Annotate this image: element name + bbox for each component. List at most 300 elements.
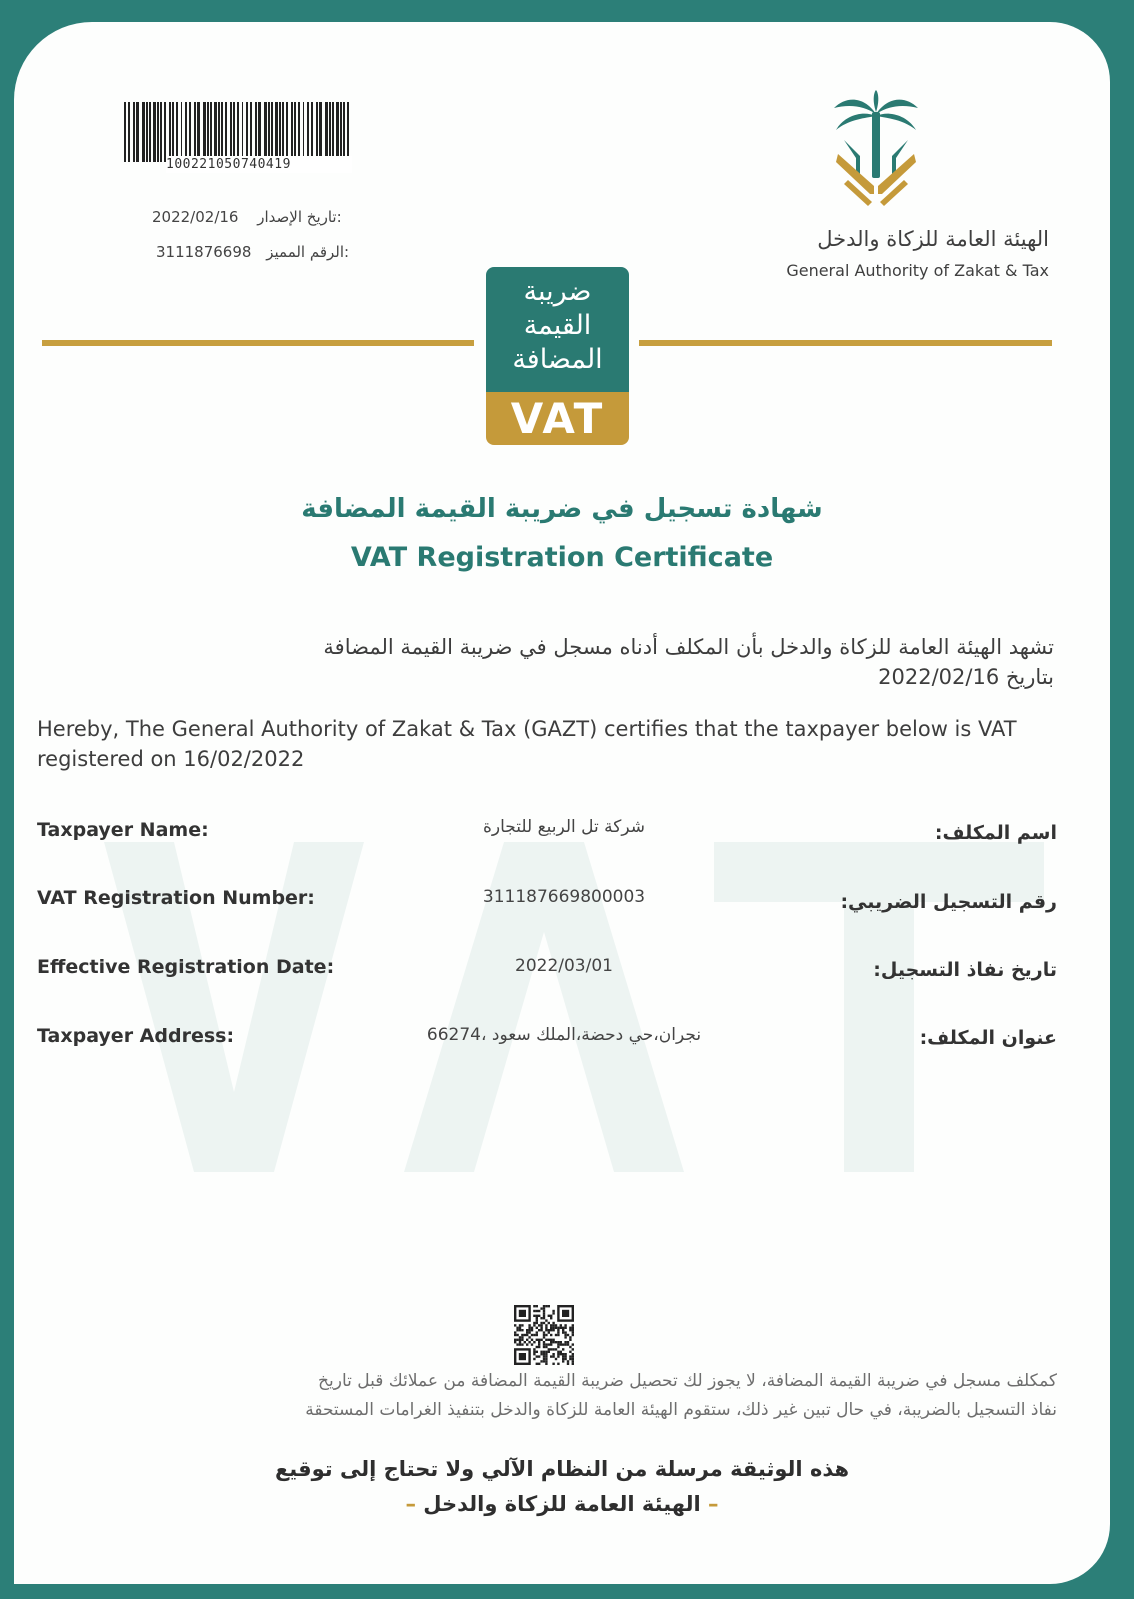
taxpayer-name-label-ar: اسم المكلف: <box>934 822 1057 844</box>
qr-finder-core <box>519 1310 526 1317</box>
palm-swords-logo-icon <box>826 90 926 208</box>
qr-module <box>552 1329 554 1331</box>
qr-module <box>567 1343 569 1345</box>
barcode-bar <box>194 102 196 162</box>
qr-module <box>572 1353 574 1355</box>
qr-module <box>536 1322 538 1324</box>
qr-module <box>519 1329 521 1331</box>
qr-module <box>540 1317 542 1319</box>
qr-module <box>552 1348 554 1350</box>
barcode-bar <box>128 102 130 162</box>
qr-module <box>557 1343 559 1345</box>
qr-module <box>557 1334 559 1336</box>
taxpayer-name-label-en: Taxpayer Name: <box>37 819 209 841</box>
qr-module <box>557 1331 559 1333</box>
barcode-bar <box>221 102 223 162</box>
qr-module <box>528 1329 530 1331</box>
qr-module <box>560 1353 562 1355</box>
qr-module <box>564 1355 566 1357</box>
qr-module <box>540 1324 542 1326</box>
qr-module <box>572 1329 574 1331</box>
qr-module <box>533 1334 535 1336</box>
barcode-bar <box>298 102 300 162</box>
barcode-bar <box>164 102 166 162</box>
effective-date-label-ar: تاريخ نفاذ التسجيل: <box>873 959 1057 981</box>
qr-module <box>543 1322 545 1324</box>
qr-module <box>572 1363 574 1365</box>
vat-badge-label: VAT <box>486 392 629 445</box>
qr-module <box>543 1317 545 1319</box>
barcode-bar <box>258 102 261 162</box>
qr-module <box>528 1331 530 1333</box>
barcode-bar <box>181 102 182 162</box>
barcode-bar <box>242 102 243 162</box>
effective-date-label-en: Effective Registration Date: <box>37 956 335 978</box>
qr-module <box>536 1310 538 1312</box>
qr-module <box>516 1334 518 1336</box>
qr-module <box>545 1329 547 1331</box>
barcode-bar <box>176 102 178 162</box>
barcode-bar <box>230 102 232 162</box>
qr-module <box>557 1355 559 1357</box>
qr-module <box>560 1327 562 1329</box>
qr-module <box>526 1343 528 1345</box>
qr-module <box>526 1331 528 1333</box>
qr-module <box>540 1329 542 1331</box>
qr-module <box>557 1363 559 1365</box>
qr-module <box>545 1353 547 1355</box>
qr-module <box>514 1339 516 1341</box>
authority-name-en: General Authority of Zakat & Tax <box>786 261 1049 280</box>
auto-generated-note: هذه الوثيقة مرسلة من النظام الآلي ولا تحتاج إلى توقيع <box>274 1457 850 1481</box>
qr-module <box>552 1310 554 1312</box>
vat-number-value: 311187669800003 <box>482 887 646 907</box>
qr-module <box>562 1353 564 1355</box>
qr-module <box>536 1346 538 1348</box>
qr-module <box>564 1334 566 1336</box>
qr-module <box>543 1310 545 1312</box>
qr-module <box>543 1331 545 1333</box>
qr-module <box>569 1329 571 1331</box>
qr-module <box>538 1315 540 1317</box>
qr-module <box>528 1327 530 1329</box>
qr-module <box>552 1355 554 1357</box>
qr-module <box>569 1336 571 1338</box>
qr-module <box>533 1305 535 1307</box>
qr-module <box>545 1363 547 1365</box>
qr-module <box>569 1327 571 1329</box>
qr-module <box>543 1346 545 1348</box>
qr-module <box>564 1331 566 1333</box>
qr-module <box>548 1351 550 1353</box>
qr-module <box>538 1324 540 1326</box>
qr-module <box>543 1343 545 1345</box>
qr-module <box>572 1334 574 1336</box>
barcode-bar <box>325 102 328 162</box>
qr-module <box>552 1353 554 1355</box>
notice-line1: كمكلف مسجل في ضريبة القيمة المضافة، لا يجوز لك تحصيل ضريبة القيمة المضافة من عملائك قبل تاريخ <box>318 1371 1057 1391</box>
qr-module <box>560 1343 562 1345</box>
qr-module <box>572 1324 574 1326</box>
unique-number-row <box>156 243 406 261</box>
qr-module <box>519 1327 521 1329</box>
barcode-bar <box>271 102 273 162</box>
qr-module <box>533 1353 535 1355</box>
qr-module <box>519 1324 521 1326</box>
footer-authority <box>14 1492 1110 1516</box>
qr-module <box>567 1360 569 1362</box>
qr-module <box>531 1329 533 1331</box>
qr-module <box>543 1312 545 1314</box>
qr-finder-core <box>519 1353 526 1360</box>
barcode-bar <box>157 102 159 162</box>
qr-module <box>545 1324 547 1326</box>
barcode-bar <box>233 102 235 162</box>
qr-module <box>557 1341 559 1343</box>
qr-module <box>562 1348 564 1350</box>
qr-module <box>564 1336 566 1338</box>
qr-module <box>555 1327 557 1329</box>
barcode-bar <box>255 102 257 162</box>
unique-number-value: 3111876698 <box>156 243 252 261</box>
barcode-bar <box>153 102 156 162</box>
qr-module <box>552 1324 554 1326</box>
issue-date-value: 2022/02/16 <box>152 208 239 226</box>
vat-badge-arabic <box>486 267 629 392</box>
qr-module <box>562 1331 564 1333</box>
qr-module <box>536 1339 538 1341</box>
qr-module <box>552 1363 554 1365</box>
qr-module <box>540 1327 542 1329</box>
qr-module <box>545 1334 547 1336</box>
qr-module <box>552 1341 554 1343</box>
qr-module <box>555 1358 557 1360</box>
qr-code-icon <box>514 1305 574 1365</box>
qr-module <box>533 1315 535 1317</box>
barcode-bar <box>149 102 151 162</box>
barcode-bar <box>279 102 281 162</box>
barcode-bar <box>291 102 293 162</box>
qr-module <box>528 1336 530 1338</box>
qr-module <box>550 1343 552 1345</box>
barcode-bar <box>160 102 162 162</box>
qr-module <box>548 1305 550 1307</box>
qr-module <box>555 1348 557 1350</box>
barcode-bar <box>133 102 135 162</box>
qr-module <box>521 1324 523 1326</box>
qr-module <box>550 1334 552 1336</box>
qr-module <box>514 1331 516 1333</box>
qr-module <box>536 1327 538 1329</box>
gold-divider-left <box>42 340 474 346</box>
effective-date-value: 2022/03/01 <box>515 956 613 976</box>
qr-module <box>531 1327 533 1329</box>
qr-module <box>572 1327 574 1329</box>
qr-module <box>543 1358 545 1360</box>
qr-module <box>545 1351 547 1353</box>
issue-date-label: تاريخ الإصدار: <box>257 208 342 226</box>
qr-module <box>524 1341 526 1343</box>
qr-module <box>555 1334 557 1336</box>
certificate-title-ar: شهادة تسجيل في ضريبة القيمة المضافة <box>301 494 823 524</box>
qr-module <box>540 1307 542 1309</box>
qr-module <box>543 1360 545 1362</box>
qr-module <box>536 1315 538 1317</box>
qr-module <box>552 1327 554 1329</box>
qr-module <box>550 1348 552 1350</box>
qr-module <box>538 1343 540 1345</box>
barcode-bar <box>268 102 270 162</box>
barcode-bar <box>332 102 334 162</box>
qr-module <box>572 1358 574 1360</box>
qr-module <box>564 1327 566 1329</box>
statement-ar-line2: بتاريخ 2022/02/16 <box>878 665 1054 689</box>
qr-module <box>550 1341 552 1343</box>
barcode-bars <box>122 102 354 162</box>
barcode-bar <box>336 102 339 162</box>
barcode-bar <box>237 102 239 162</box>
qr-module <box>540 1322 542 1324</box>
qr-module <box>569 1351 571 1353</box>
qr-module <box>562 1343 564 1345</box>
qr-module <box>550 1329 552 1331</box>
barcode-bar <box>207 102 209 162</box>
authority-name-ar: الهيئة العامة للزكاة والدخل <box>817 227 1049 251</box>
certificate-sheet <box>14 22 1110 1584</box>
qr-module <box>543 1315 545 1317</box>
barcode-bar <box>275 102 278 162</box>
qr-module <box>557 1327 559 1329</box>
qr-module <box>552 1339 554 1341</box>
qr-module <box>548 1322 550 1324</box>
qr-module <box>540 1339 542 1341</box>
qr-module <box>536 1331 538 1333</box>
qr-module <box>562 1329 564 1331</box>
qr-module <box>548 1339 550 1341</box>
qr-module <box>543 1336 545 1338</box>
barcode-bar <box>197 102 200 162</box>
qr-module <box>572 1331 574 1333</box>
qr-module <box>564 1353 566 1355</box>
qr-module <box>531 1334 533 1336</box>
qr-module <box>538 1341 540 1343</box>
barcode-bar <box>146 102 148 162</box>
qr-module <box>528 1341 530 1343</box>
notice-line2: نفاذ التسجيل بالضريبة، في حال تبين غير ذلك، ستقوم الهيئة العامة للزكاة والدخل بتنفيذ الغرامات المستحقة <box>305 1400 1057 1420</box>
qr-module <box>536 1334 538 1336</box>
qr-module <box>548 1331 550 1333</box>
vat-badge <box>486 267 629 445</box>
barcode-number: 100221050740419 <box>166 156 352 173</box>
barcode-bar <box>347 102 349 162</box>
qr-module <box>514 1341 516 1343</box>
qr-module <box>531 1339 533 1341</box>
qr-module <box>533 1310 535 1312</box>
qr-module <box>545 1305 547 1307</box>
issue-date-row <box>152 208 402 226</box>
qr-module <box>545 1358 547 1360</box>
qr-module <box>526 1329 528 1331</box>
barcode-bar <box>169 102 171 162</box>
qr-module <box>560 1341 562 1343</box>
footer-authority-name: الهيئة العامة للزكاة والدخل <box>423 1492 701 1516</box>
unique-number-label: الرقم المميز: <box>266 243 350 261</box>
qr-module <box>555 1341 557 1343</box>
qr-module <box>567 1363 569 1365</box>
barcode-bar <box>303 102 304 162</box>
qr-module <box>543 1307 545 1309</box>
qr-module <box>562 1358 564 1360</box>
qr-module <box>538 1355 540 1357</box>
qr-module <box>536 1319 538 1321</box>
barcode-bar <box>250 102 252 162</box>
barcode-bar <box>329 102 331 162</box>
barcode-bar <box>172 102 174 162</box>
qr-module <box>536 1363 538 1365</box>
gold-divider-right <box>639 340 1052 346</box>
barcode-bar <box>282 102 284 162</box>
qr-module <box>557 1346 559 1348</box>
qr-module <box>543 1353 545 1355</box>
qr-module <box>557 1351 559 1353</box>
barcode-bar <box>124 102 126 162</box>
footer-dash-right: – <box>708 1492 719 1516</box>
qr-module <box>545 1319 547 1321</box>
barcode-bar <box>136 102 139 162</box>
qr-module <box>545 1343 547 1345</box>
qr-module <box>555 1324 557 1326</box>
qr-module <box>572 1355 574 1357</box>
qr-module <box>514 1334 516 1336</box>
barcode-bar <box>218 102 220 162</box>
qr-module <box>550 1315 552 1317</box>
qr-finder-core <box>562 1310 569 1317</box>
taxpayer-address-label-en: Taxpayer Address: <box>37 1025 235 1047</box>
statement-ar-line1: تشهد الهيئة العامة للزكاة والدخل بأن المكلف أدناه مسجل في ضريبة القيمة المضافة <box>323 635 1054 659</box>
qr-module <box>538 1363 540 1365</box>
qr-module <box>550 1339 552 1341</box>
qr-module <box>543 1351 545 1353</box>
barcode-bar <box>185 102 187 162</box>
qr-module <box>564 1358 566 1360</box>
barcode-bar <box>264 102 267 162</box>
qr-module <box>550 1355 552 1357</box>
qr-module <box>538 1310 540 1312</box>
qr-module <box>516 1327 518 1329</box>
qr-module <box>564 1341 566 1343</box>
qr-module <box>545 1346 547 1348</box>
qr-module <box>526 1339 528 1341</box>
barcode-bar <box>189 102 191 162</box>
vat-badge-line2: القيمة <box>523 310 592 341</box>
qr-module <box>548 1329 550 1331</box>
qr-module <box>533 1348 535 1350</box>
taxpayer-address-value: نجران،حي دحضة،الملك سعود ،66274 <box>426 1025 702 1045</box>
barcode-bar <box>142 102 145 162</box>
qr-module <box>536 1355 538 1357</box>
qr-module <box>533 1351 535 1353</box>
qr-module <box>524 1334 526 1336</box>
qr-module <box>519 1336 521 1338</box>
qr-module <box>548 1315 550 1317</box>
barcode-bar <box>316 102 318 162</box>
qr-module <box>521 1336 523 1338</box>
qr-module <box>540 1351 542 1353</box>
qr-module <box>550 1324 552 1326</box>
barcode-bar <box>246 102 248 162</box>
statement-ar <box>54 632 1054 692</box>
barcode-bar <box>225 102 227 162</box>
qr-module <box>540 1353 542 1355</box>
qr-module <box>540 1360 542 1362</box>
vat-number-label-ar: رقم التسجيل الضريبي: <box>840 891 1057 913</box>
qr-module <box>538 1329 540 1331</box>
qr-module <box>552 1322 554 1324</box>
qr-module <box>564 1324 566 1326</box>
qr-module <box>538 1339 540 1341</box>
qr-module <box>562 1327 564 1329</box>
taxpayer-name-value: شركة تل الربيع للتجارة <box>482 817 646 837</box>
qr-module <box>526 1334 528 1336</box>
qr-module <box>545 1360 547 1362</box>
qr-module <box>531 1343 533 1345</box>
qr-module <box>521 1339 523 1341</box>
vat-badge-line1: ضريبة <box>523 276 592 307</box>
qr-module <box>536 1351 538 1353</box>
qr-module <box>569 1346 571 1348</box>
statement-en: Hereby, The General Authority of Zakat & Tax (GAZT) certifies that the taxpayer below is VAT registered on 16/02/2022 <box>37 717 1017 771</box>
qr-module <box>543 1341 545 1343</box>
qr-module <box>521 1329 523 1331</box>
barcode-bar <box>319 102 322 162</box>
qr-module <box>516 1339 518 1341</box>
barcode-bar <box>343 102 345 162</box>
qr-module <box>533 1324 535 1326</box>
qr-module <box>567 1341 569 1343</box>
qr-module <box>519 1341 521 1343</box>
qr-module <box>552 1312 554 1314</box>
barcode <box>122 102 354 172</box>
barcode-bar <box>307 102 309 162</box>
qr-module <box>572 1360 574 1362</box>
vat-badge-line3: المضافة <box>512 344 603 375</box>
qr-module <box>564 1343 566 1345</box>
barcode-bar <box>210 102 212 162</box>
qr-module <box>545 1327 547 1329</box>
qr-module <box>519 1343 521 1345</box>
qr-module <box>538 1346 540 1348</box>
qr-module <box>528 1324 530 1326</box>
qr-module <box>550 1327 552 1329</box>
qr-module <box>519 1339 521 1341</box>
certificate-title-en: VAT Registration Certificate <box>350 542 774 573</box>
taxpayer-address-label-ar: عنوان المكلف: <box>919 1027 1057 1049</box>
qr-module <box>533 1341 535 1343</box>
qr-module <box>550 1317 552 1319</box>
qr-module <box>536 1317 538 1319</box>
qr-module <box>521 1343 523 1345</box>
qr-module <box>521 1334 523 1336</box>
qr-module <box>557 1329 559 1331</box>
qr-module <box>569 1355 571 1357</box>
qr-module <box>545 1355 547 1357</box>
barcode-bar <box>286 102 288 162</box>
qr-module <box>536 1305 538 1307</box>
barcode-bar <box>340 102 342 162</box>
qr-module <box>562 1355 564 1357</box>
barcode-bar <box>294 102 296 162</box>
qr-module <box>557 1353 559 1355</box>
